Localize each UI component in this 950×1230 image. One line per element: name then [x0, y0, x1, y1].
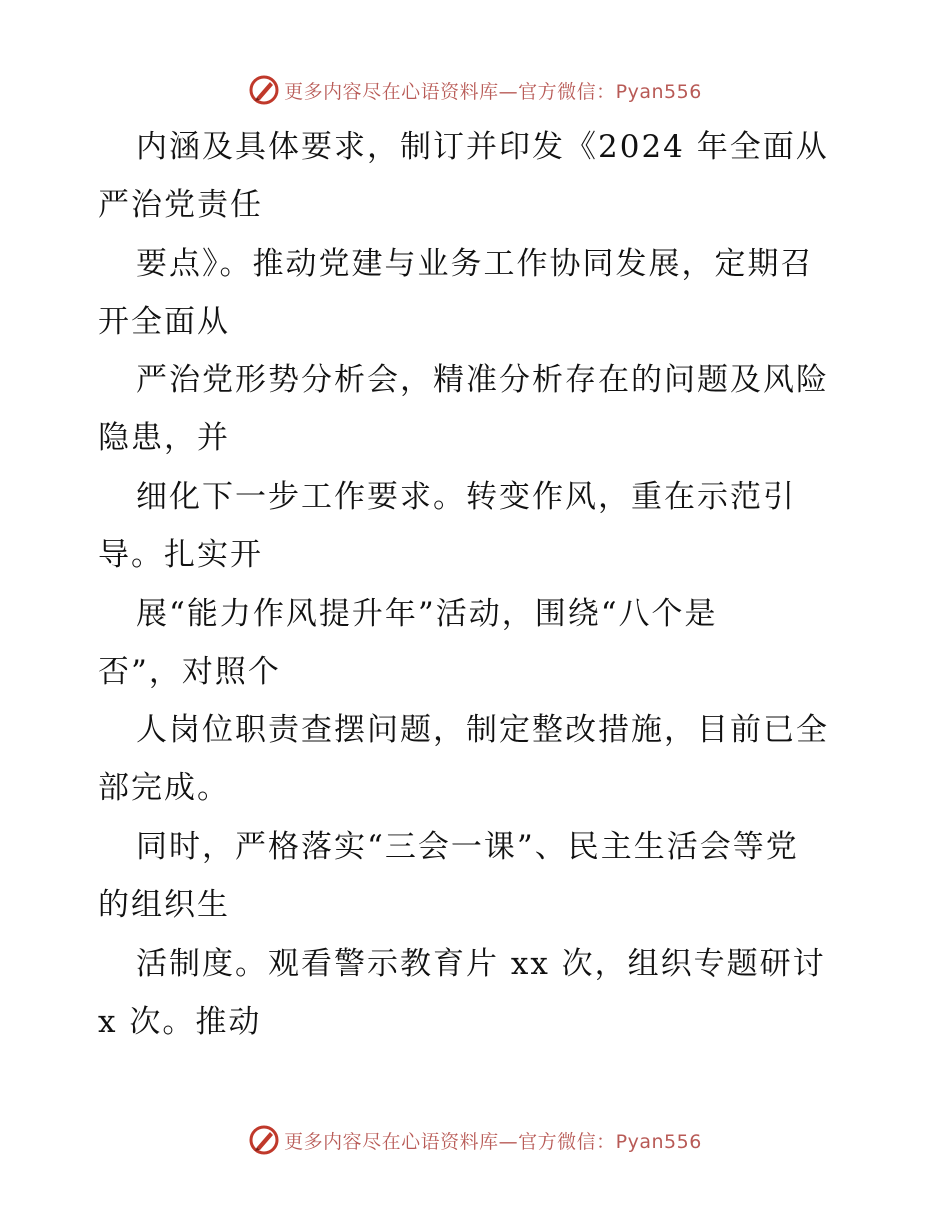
body-line: 展“能力作风提升年”活动，围绕“八个是	[136, 596, 718, 632]
body-line: 要点》。推动党建与业务工作协同发展，定期召	[136, 246, 814, 282]
body-line: 人岗位职责查摆问题，制定整改措施，目前已全	[136, 712, 829, 748]
body-line: 细化下一步工作要求。转变作风，重在示范引	[136, 479, 796, 515]
footer-watermark-text: 更多内容尽在心语资料库—官方微信：Pyan556	[284, 1130, 702, 1153]
body-line: 隐患，并	[98, 420, 230, 456]
pen-logo-icon	[248, 1124, 280, 1156]
header-watermark-text: 更多内容尽在心语资料库—官方微信：Pyan556	[284, 80, 702, 103]
body-line: 内涵及具体要求，制订并印发《2024 年全面从	[136, 129, 829, 165]
body-line: 活制度。观看警示教育片 xx 次，组织专题研讨	[136, 946, 826, 982]
body-line: 的组织生	[98, 887, 230, 923]
footer-watermark	[0, 1120, 950, 1160]
body-line: 部完成。	[98, 770, 230, 806]
body-line: 否”，对照个	[98, 654, 281, 690]
body-line: 同时，严格落实“三会一课”、民主生活会等党	[136, 829, 799, 865]
body-line: 严治党形势分析会，精准分析存在的问题及风险	[136, 362, 829, 398]
body-line: 严治党责任	[98, 187, 263, 223]
body-line: x 次。推动	[98, 1004, 262, 1040]
body-line: 开全面从	[98, 304, 230, 340]
body-line: 导。扎实开	[98, 537, 263, 573]
